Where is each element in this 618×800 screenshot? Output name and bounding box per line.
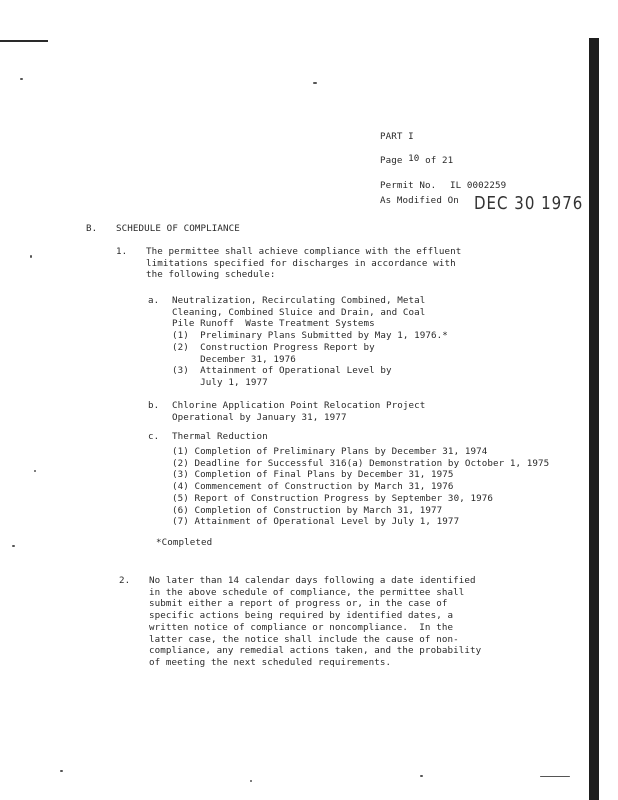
item1c-label: c. xyxy=(148,431,160,442)
item1a-text: Neutralization, Recirculating Combined, Metal Cleaning, Combined Sluice and Drain, and Coal Pile Runoff Waste Treatment Systems (1) Preliminary Plans Submitted by May 1, 1976.* (2) Construction Progress Report by December 31, 1976 (3) Attainment of Operational Level by July 1, 1977 xyxy=(172,295,448,388)
scan-speck xyxy=(60,770,63,772)
item1-text: The permittee shall achieve compliance with the effluent limitations specified for discharges in accordance with the following schedule: xyxy=(146,246,462,281)
scan-speck xyxy=(540,776,570,777)
item2-text: No later than 14 calendar days following a date identified in the above schedule of compliance, the permittee shall submit either a report of progress or, in the case of specific actions being required by identified dates, a written notice of compliance or noncompliance. In the latter case, the notice shall include the cause of non- compliance, any remedial actions taken, and the probability of meeting the next scheduled requirements. xyxy=(149,575,482,668)
item1b-text: Chlorine Application Point Relocation Project Operational by January 31, 1977 xyxy=(172,400,426,423)
scan-edge-line xyxy=(0,40,48,42)
permit-label: Permit No. xyxy=(380,180,437,191)
item2-number: 2. xyxy=(119,575,131,586)
completed-footnote: *Completed xyxy=(156,537,213,548)
page-number: 10 xyxy=(408,153,420,164)
scan-speck xyxy=(250,780,252,782)
part-label: PART I xyxy=(380,131,414,142)
modified-date-stamp: DEC 30 1976 xyxy=(474,192,584,214)
item1c-list: (1) Completion of Preliminary Plans by December 31, 1974 (2) Deadline for Successful 316(a) Demonstration by October 1, 1975 (3) Completion of Final Plans by December 31, 1975 (4) Commencement of Construction by March 31, 1976 (5) Report of Construction Progress by September 30, 1976 (6) Completion of Construction by March 31, 1977 (7) Attainment of Operational Level by July 1, 1977 xyxy=(172,446,550,528)
page-total: 21 xyxy=(441,155,454,166)
page-prefix: Page xyxy=(380,155,403,166)
scan-speck xyxy=(420,775,423,777)
page-of: of xyxy=(425,155,437,166)
modified-label: As Modified On xyxy=(380,195,459,206)
item1a-label: a. xyxy=(148,295,160,306)
permit-value: IL 0002259 xyxy=(449,180,507,191)
scan-speck xyxy=(30,255,32,258)
section-letter: B. xyxy=(86,223,98,234)
item1c-title: Thermal Reduction xyxy=(172,431,268,442)
scan-speck xyxy=(12,545,15,547)
section-title: SCHEDULE OF COMPLIANCE xyxy=(116,223,240,234)
item1-number: 1. xyxy=(116,246,128,257)
scan-speck xyxy=(313,82,317,84)
scan-right-border xyxy=(589,38,599,800)
scan-speck xyxy=(20,78,23,80)
permit-number-line xyxy=(380,180,506,192)
item1b-label: b. xyxy=(148,400,160,411)
scan-speck xyxy=(34,470,36,472)
page-number-line xyxy=(380,155,453,167)
